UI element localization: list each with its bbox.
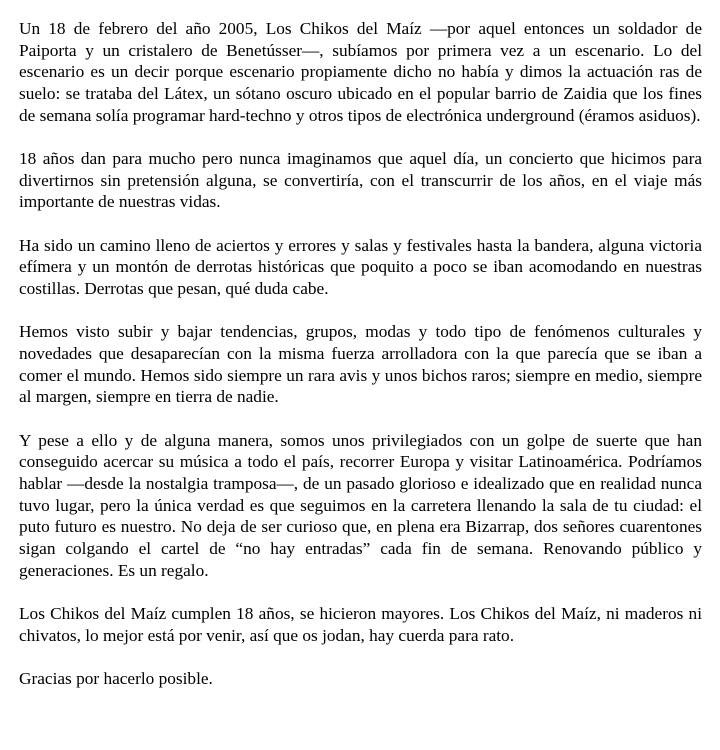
paragraph-eighteen-years: 18 años dan para mucho pero nunca imaginamos que aquel día, un concierto que hicimos para divertirnos sin pretensión alguna, se convertiría, con el transcurrir de los años, en el viaje más importante de nuestras vidas. [19, 149, 702, 212]
paragraph-successes-and-failures: Ha sido un camino lleno de aciertos y errores y salas y festivales hasta la bandera, alguna victoria efímera y un montón de derrotas históricas que poquito a poco se iban acomodando en nuestras costillas. Derrotas que pesan, qué duda cabe. [19, 235, 702, 299]
paragraph-thanks: Gracias por hacerlo posible. [19, 668, 213, 688]
paragraph-privileged-luck: Y pese a ello y de alguna manera, somos unos privilegiados con un golpe de suerte que han conseguido acercar su música a todo el país, recorrer Europa y visitar Latinoamérica. Podríamos hablar —desde la nostalgia tramposa—, de un pasado glorioso e idealizado que en realidad nunca tuvo lugar, pero la única verdad es que seguimos en la carretera llenando la sala de tu ciudad: el puto futuro es nuestro. No deja de ser curioso que, en plena era Bizarrap, dos señores cuarentones sigan colgando el cartel de “no hay entradas” cada fin de semana. Renovando público y generaciones. Es un regalo. [19, 430, 702, 580]
paragraph-trends-and-phenomena: Hemos visto subir y bajar tendencias, grupos, modas y todo tipo de fenómenos culturales y novedades que desaparecían con la misma fuerza arrolladora con la que parecía que se iban a comer el mundo. Hemos sido siempre un rara avis y unos bichos raros; siempre en medio, siempre al margen, siempre en tierra de nadie. [19, 322, 702, 407]
paragraph-anniversary-origin: Un 18 de febrero del año 2005, Los Chikos del Maíz —por aquel entonces un soldador de Paiporta y un cristalero de Benetússer—, subíamos por primera vez a un escenario. Lo del escenario es un decir porque escenario propiamente dicho no había y dimos la actuación ras de suelo: se trataba del Látex, un sótano oscuro ubicado en el popular barrio de Zaidia que los fines de semana solía programar hard-techno y otros tipos de electrónica underground (éramos asiduos). [19, 19, 702, 125]
paragraph-coming-of-age: Los Chikos del Maíz cumplen 18 años, se hicieron mayores. Los Chikos del Maíz, ni maderos ni chivatos, lo mejor está por venir, así que os jodan, hay cuerda para rato. [19, 603, 702, 645]
